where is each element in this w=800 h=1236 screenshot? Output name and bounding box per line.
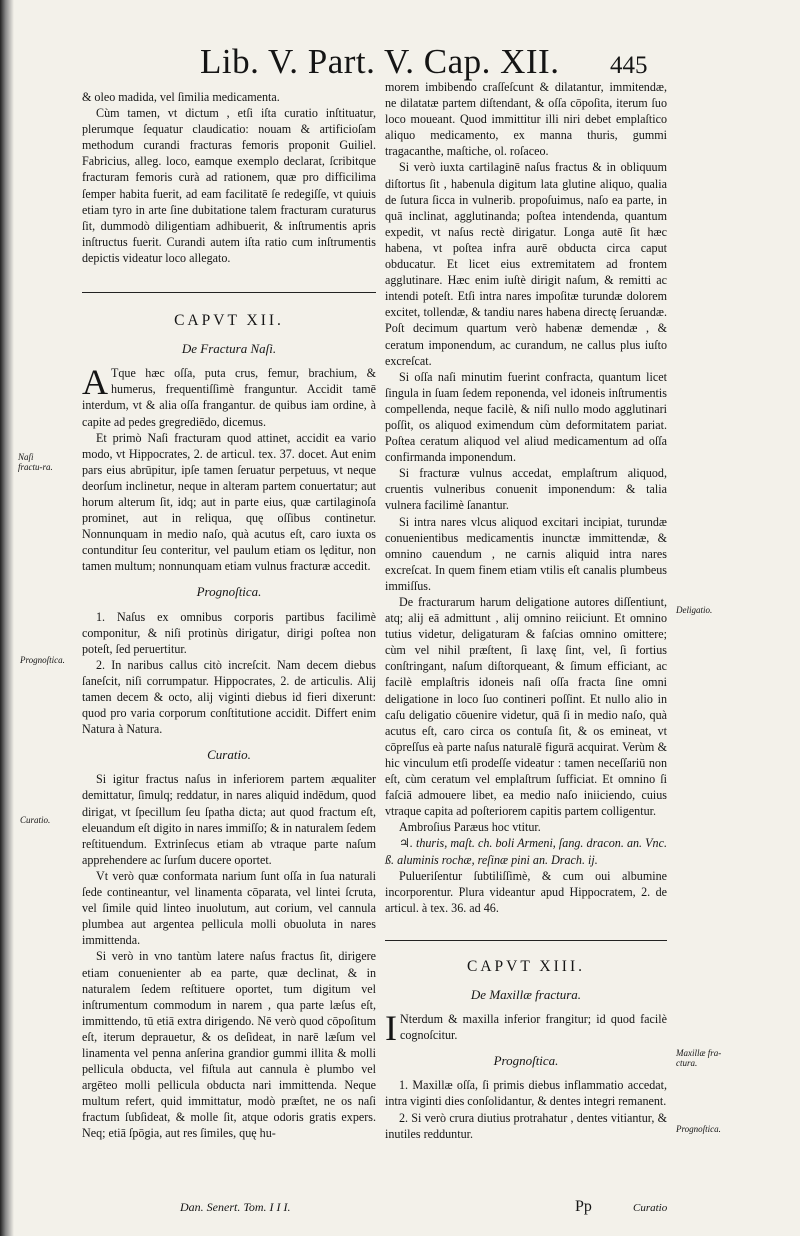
prognostic-1: 1. Naſus ex omnibus corporis partibus facilimè componitur, & niſi protinùs dirigatur, dirigi poſtea non poteſt, ſed peruertitur. xyxy=(82,609,376,656)
chapter-subtitle-xiii: De Maxillæ fractura. xyxy=(470,986,582,1002)
margin-note-nasi-fractura: Naſi fractu-ra. xyxy=(18,452,53,472)
margin-note-maxillae-fractura: Maxillæ fra-ctura. xyxy=(676,1048,722,1068)
margin-note-prognostica: Prognoſtica. xyxy=(20,655,65,665)
margin-note-deligatio: Deligatio. xyxy=(676,605,713,615)
page-number: 445 xyxy=(610,52,648,79)
drop-cap-letter-xiii: I xyxy=(385,1008,397,1049)
curatio-paragraph-1: Si igitur fractus naſus in inferiorem partem æqualiter demittatur, ſimulq; reddatur, in nares aliquid indēdum, quod dirigat, vt ſpecillum ſeu ſpatha dicta; aut quod fractum eſt, eleuandum eſt digito in nares immiſſo; & in naturalem ſedem reſtituendum. Extrinſecus etiam ab vtraque parte naſum apprehendere ac ſurſum ducere oportet. xyxy=(82,772,376,867)
section-divider-right xyxy=(385,940,667,941)
intro-line: & oleo madida, vel ſimilia medicamenta. xyxy=(82,90,280,104)
section-curatio: Curatio. xyxy=(207,747,251,763)
section-divider xyxy=(82,292,376,293)
curatio-paragraph-3: Si verò in vno tantùm latere naſus fractus ſit, dirigere etiam conuenienter ab ea parte, quæ declinat, & in naturalem ſedem reſtituere oportet, tum digitum vel inſtrumentum commodum in narem , qua parte læſus eſt, immittendo, tū etiā extra dirigendo. Nē verò quod cōpoſitum eſt, iterum deprauetur, & os deſideat, in narē læſum vel linamenta vel penna anſerina grandior gummi illita & molli pellicula obducta, vel fiſtula aut cannula è plumbo vel argēteo molli pellicula obducta nari immittenda. Neque multum refert, quid immittatur, modò præſtet, ne os naſi fractum ſubſideat, & molle ſit, atque odoris gratis expers. Neq; etiā ſpōgia, aut res ſimiles, quę hu- xyxy=(82,949,376,1141)
opening-text: Tque hæc oſſa, puta crus, femur, brachium, & humerus, frequentiſſimè franguntur. Accidit tamē interdum, vt & alia oſſa frangantur. de quibus iam ordine, à capite ad pedes gregrediēdo, dicemus. xyxy=(82,366,376,429)
curatio-paragraph-2: Vt verò quæ conformata narium ſunt oſſa in ſua naturali ſede contineantur, vel linamenta cōparata, vel lintei ſcruta, vel ſimile quid linteo inuolutum, aut corium, vel cannula plumbea aut argentea pellicula molli obuoluta in nares immittenda. xyxy=(82,868,376,948)
recipe-instructions: Pulueriſentur ſubtiliſſimè, & cum oui albumine incorporentur. Plura videantur apud Hippocratem, 2. de articul. à tex. 36. ad 46. xyxy=(385,868,667,915)
catchword: Curatio xyxy=(633,1202,668,1214)
prognostic-xiii-2: 2. Si verò crura diutius protrahatur , dentes vitiantur, & inutiles redduntur. xyxy=(385,1110,667,1141)
continued-paragraph: morem imbibendo craſſeſcunt & dilatantur, immitendæ, ne dilatatæ partem diſtendant, & oſſa cōpoſita, iterum ſuo loco moueant. Quod immittitur illi niri debet emplaſtico aliquo medicamento, ex manna thuris, gummi tragacanthe, maſtiche, ol. roſaceo. xyxy=(385,80,667,159)
opening-paragraph-xiii xyxy=(385,1008,667,1049)
right-column xyxy=(385,79,667,1142)
parae-line: Ambroſius Paræus hoc vtitur. xyxy=(399,820,541,835)
right-paragraph-4: Si intra nares vlcus aliquod excitari incipiat, turundæ conuenientibus medicamentis inunctæ immittendæ, & omnino cauendum , ne carnis aliquid intra nares excreſcat. In quem finem etiam vtilis eſt canalis plumbeus immiſſus. xyxy=(385,514,667,593)
intro-paragraph: Cùm tamen, vt dictum , etſi iſta curatio inſtituatur, plerumque ſequatur claudicatio: nouam & artificioſam methodum curandi fracturas femoris proponit Guiliel. Fabricius, alleg. loco, eamque exemplo declarat, ſcribitque fracturam femoris curà ad rationem, quæ pro difficilima ſemper habita fuerit, ad eam facilitatē ſe redegiſſe, vt quiuis etiam tyro in arte ſine dubitatione talem fracturam curaturus ſit, dummodò diligentiam adhibuerit, & inſtrumentis apris inſtructus fuerit. Curandi autem iſta ratio cum inſtrumentis depictis videatur loco allegato. xyxy=(82,106,376,265)
deligatio-paragraph: De fracturarum harum deligatione autores diſſentiunt, atq; alij eā admittunt , alij omnino reiiciunt. Et omnino tutius videtur, deligaturam & faſcias omnino omittere; cùm vel nihil præſtent, ſi laxę ſint, vel, ſi fortius conſtringant, naſum diſtorqueant, & ſimum efficiant, ac facilè emplaſtris idoneis naſi oſſa fracta ſine omni deligatione in loco ſuo contineri poſſint. Et nullo alio in caſu deligatio cōuenire videtur, quā ſi in medio naſo, quà acutus eſt, caro circa os contuſa ſit, & os emineat, vt cōpreſſus eà parte naſus naturalē figurā acquirat. Verùm & hic vinculum etſi prodeſſe videatur : tamen neceſſariū non eſt, cùm ceratum vel emplaſtrum ſufficiat. Et omnino ſi faſciā admouere libet, ea medio naſo iniiciendo, cuius vtraque capita ad poſteriorem capitis partem colligentur. xyxy=(385,595,667,819)
header-title: Lib. V. Part. V. Cap. XII. xyxy=(200,42,560,81)
right-paragraph-1: Si verò iuxta cartilaginē naſus fractus & in obliquum diſtortus ſit , habenula digitum lata glutine aliquo, qualia de ſutura ſicca in vulnerib. propoſuimus, naſo ea parte, in quā inclinat, agglutinanda; poſtea intendenda, quantum expedit, vt naſus rectè dirigatur. Longa autē ſit hæc habena, vt poſtea infra aurē obducta circa caput obducatur. Et licet eius extremitatem ad frontem agglutinare. Hæc enim iuſtè dirigit naſum, & remitti ac intendi poteſt. Etſi intra nares impoſitæ turundæ dolorem excitet, tollendæ, & tandiu nares habena directę ſeruandæ. Poſt decimum quartum verò habenæ demendæ , & ceratum imponendum, ac curandum, ne callus plus iuſto excreſcat. xyxy=(385,160,667,368)
running-foot: Dan. Senert. Tom. I I I. xyxy=(180,1200,291,1214)
opening-paragraph xyxy=(82,362,376,429)
drop-cap-letter: A xyxy=(82,362,108,403)
left-column xyxy=(82,89,376,1142)
chapter-title-xiii: CAPVT XIII. xyxy=(467,957,585,975)
signature-mark: Pp xyxy=(575,1198,592,1215)
prognostic-xiii-1: 1. Maxillæ oſſa, ſi primis diebus inflammatio accedat, intra viginti dies conſolidantur, & dentes integri remanent. xyxy=(385,1078,667,1109)
paragraph-nasi-fractura: Et primò Naſi fracturam quod attinet, accidit ea vario modo, vt Hippocrates, 2. de articul. tex. 37. docet. Aut enim pars eius abrūpitur, ipſe tamen ſeruatur perpetuus, vt neque deorſum inclinetur, neque in alteram partem conuertatur; aut horum alterum ſit, idq; aut in parte eius, quæ cartilaginoſa prominet, aut in reliqua, quę oſſibus continetur. Nonnunquam in medio naſo, quà acutus eſt, caro iuxta os contunditur ſeu conteritur, vel paulum etiam os lęditur, non tamen multum; nonnunquam etiam vulnus fracturæ accedit. xyxy=(82,430,376,574)
page-edge-shadow xyxy=(0,0,14,1236)
opening-text-xiii: Nterdum & maxilla inferior frangitur; id quod facilè cognoſcitur. xyxy=(400,1012,667,1043)
section-prognostica-xiii: Prognoſtica. xyxy=(493,1053,559,1069)
right-paragraph-2: Si oſſa naſi minutim fuerint confracta, quantum licet ſingula in ſuam ſedem reponenda, vel idoneis inſtrumentis compellenda, neque facilè, & niſi nullo modo agglutinari poſſit, os aliquod eximendum cùm deformitatem pariat. Poſtea ceratum aliquod vel aliud medicamentum ad oſſa confirmanda imponendum. xyxy=(385,369,667,465)
chapter-title-xii: CAPVT XII. xyxy=(174,312,284,330)
chapter-subtitle-xii: De Fractura Naſi. xyxy=(181,341,277,357)
margin-note-curatio: Curatio. xyxy=(20,815,51,825)
prognostic-2: 2. In naribus callus citò increſcit. Nam decem diebus ſaneſcit, niſi corrumpatur. Hippocrates, 2. de articulis. Alij tamen decem & octo, alij viginti diebus id fieri dixerunt: quod pro varia corporum conſtitutione accidit. Differt enim Natura à Natura. xyxy=(82,657,376,737)
right-paragraph-3: Si fracturæ vulnus accedat, emplaſtrum aliquod, cruentis vulneribus conuenit imponendum: & talia vulnera facilimè ſanantur. xyxy=(385,466,667,513)
margin-note-prognostica-2: Prognoſtica. xyxy=(676,1124,721,1134)
section-prognostica: Prognoſtica. xyxy=(196,584,262,600)
recipe-line: ♃. thuris, maſt. ch. boli Armeni, ſang. dracon. an. Vnc. ß. aluminis rochæ, reſinæ pini an. Drach. ij. xyxy=(385,836,667,867)
